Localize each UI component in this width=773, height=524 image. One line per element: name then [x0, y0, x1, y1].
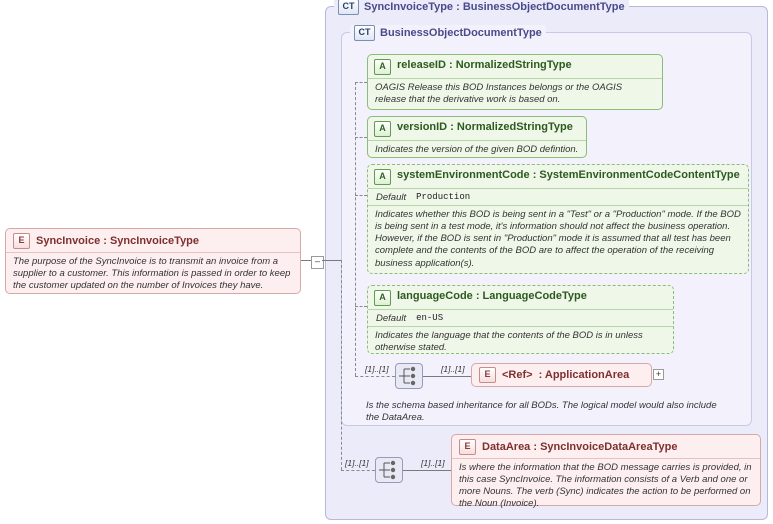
connector-root-to-type: [301, 260, 311, 261]
sequence-node-dataarea[interactable]: [375, 457, 403, 483]
attribute-languagecode-doc: Indicates the language that the contents of the BOD is in unless otherwise stated.: [375, 330, 643, 354]
complex-type-businessobjectdocumenttype-title: BusinessObjectDocumentType: [380, 27, 542, 39]
attribute-languagecode-header: [368, 286, 673, 309]
connector-to-languagecode: [355, 306, 367, 307]
element-syncinvoice-header: [6, 229, 300, 252]
default-label: Default: [376, 313, 407, 324]
attribute-releaseid-header: [368, 55, 662, 78]
attribute-releaseid-title: releaseID : NormalizedStringType: [397, 59, 572, 71]
sequence-icon: [376, 458, 402, 482]
element-icon: E: [479, 367, 496, 383]
element-applicationarea-title: : ApplicationArea: [538, 369, 630, 381]
element-applicationarea-header: [472, 364, 651, 386]
complex-type-icon: CT: [338, 0, 359, 15]
connector-to-systemenvironmentcode: [355, 195, 367, 196]
element-syncinvoice-doc: The purpose of the SyncInvoice is to transmit an invoice from a supplier to a customer. This information is passed in order to keep the customer updated on the number of Invoices they have.: [13, 256, 291, 292]
default-value: en-US: [416, 313, 444, 323]
complex-type-businessobjectdocumenttype-header: [350, 25, 546, 41]
default-value: Production: [416, 192, 471, 202]
attribute-versionid-header: [368, 117, 586, 140]
element-dataarea-doc: Is where the information that the BOD message carries is provided, in this case SyncInvoice. The information consists of a Verb and one or more Nouns. The verb (Sync) indicates the action to be performed on the Noun (Invoice).: [459, 462, 752, 510]
connector-type-entry: [322, 260, 341, 261]
applicationarea-cardinality: [1]..[1]: [441, 364, 465, 374]
connector-to-sequence-applicationarea: [355, 376, 395, 377]
element-icon: E: [13, 233, 30, 249]
attribute-languagecode-title: languageCode : LanguageCodeType: [397, 290, 587, 302]
default-label: Default: [376, 192, 407, 203]
connector-outer-to-sequence-dataarea: [341, 470, 375, 471]
sequence-applicationarea-cardinality: [1]..[1]: [365, 364, 389, 374]
attribute-versionid-doc: Indicates the version of the given BOD defintion.: [375, 144, 579, 155]
attribute-icon: A: [374, 290, 391, 306]
complex-type-icon: CT: [354, 25, 375, 41]
attribute-languagecode[interactable]: [367, 285, 674, 354]
attribute-versionid[interactable]: [367, 116, 587, 158]
attribute-systemenvironmentcode-header: [368, 165, 748, 188]
attribute-icon: A: [374, 169, 391, 185]
element-syncinvoice-title: SyncInvoice : SyncInvoiceType: [36, 235, 200, 247]
attribute-systemenvironmentcode-doc: Indicates whether this BOD is being sent in a "Test" or a "Production" mode. If the BOD is being sent in a test mode, it's information should not affect the business operation. However, if the BOD is sent in "Production" mode it is assumed that all test has been complete and the contents of the BOD are to affect the operation of the receiving business application(s).: [375, 209, 741, 269]
plus-icon[interactable]: –: [311, 256, 324, 269]
attribute-versionid-title: versionID : NormalizedStringType: [397, 121, 573, 133]
element-syncinvoice[interactable]: [5, 228, 301, 294]
connector-to-releaseid: [355, 82, 367, 83]
attribute-systemenvironmentcode-default: [368, 189, 748, 205]
connector-sequence-to-dataarea: [403, 470, 451, 471]
element-applicationarea-ref: <Ref>: [502, 369, 533, 381]
expand-icon-root[interactable]: [311, 256, 324, 269]
attribute-releaseid-doc: OAGIS Release this BOD Instances belongs or the OAGIS release that the derivative work is based on.: [375, 82, 623, 106]
connector-to-versionid: [355, 137, 367, 138]
connector-bus-vertical: [355, 82, 356, 376]
dataarea-cardinality: [1]..[1]: [421, 458, 445, 468]
attribute-icon: A: [374, 121, 391, 137]
element-dataarea-header: [452, 435, 760, 458]
complex-type-syncinvoicetype-title: SyncInvoiceType : BusinessObjectDocumentType: [364, 1, 625, 13]
element-icon: E: [459, 439, 476, 455]
element-dataarea[interactable]: [451, 434, 761, 510]
connector-sequence-to-applicationarea: [423, 376, 471, 377]
attribute-releaseid[interactable]: [367, 54, 663, 110]
sequence-icon: [396, 364, 422, 388]
attribute-icon: A: [374, 59, 391, 75]
element-dataarea-title: DataArea : SyncInvoiceDataAreaType: [482, 441, 678, 453]
element-applicationarea[interactable]: [471, 363, 652, 387]
attribute-systemenvironmentcode-title: systemEnvironmentCode : SystemEnvironmentCodeContentType: [397, 169, 740, 181]
sequence-node-applicationarea[interactable]: [395, 363, 423, 389]
attribute-languagecode-default: [368, 310, 673, 326]
attribute-systemenvironmentcode[interactable]: [367, 164, 749, 274]
expand-icon-applicationarea[interactable]: +: [653, 369, 664, 380]
complex-type-syncinvoicetype-header: [334, 0, 629, 15]
sequence-dataarea-cardinality: [1]..[1]: [345, 458, 369, 468]
connector-outer-bus-vertical: [341, 260, 342, 470]
inner-type-note: Is the schema based inheritance for all BODs. The logical model would also include the DataArea.: [366, 400, 717, 424]
